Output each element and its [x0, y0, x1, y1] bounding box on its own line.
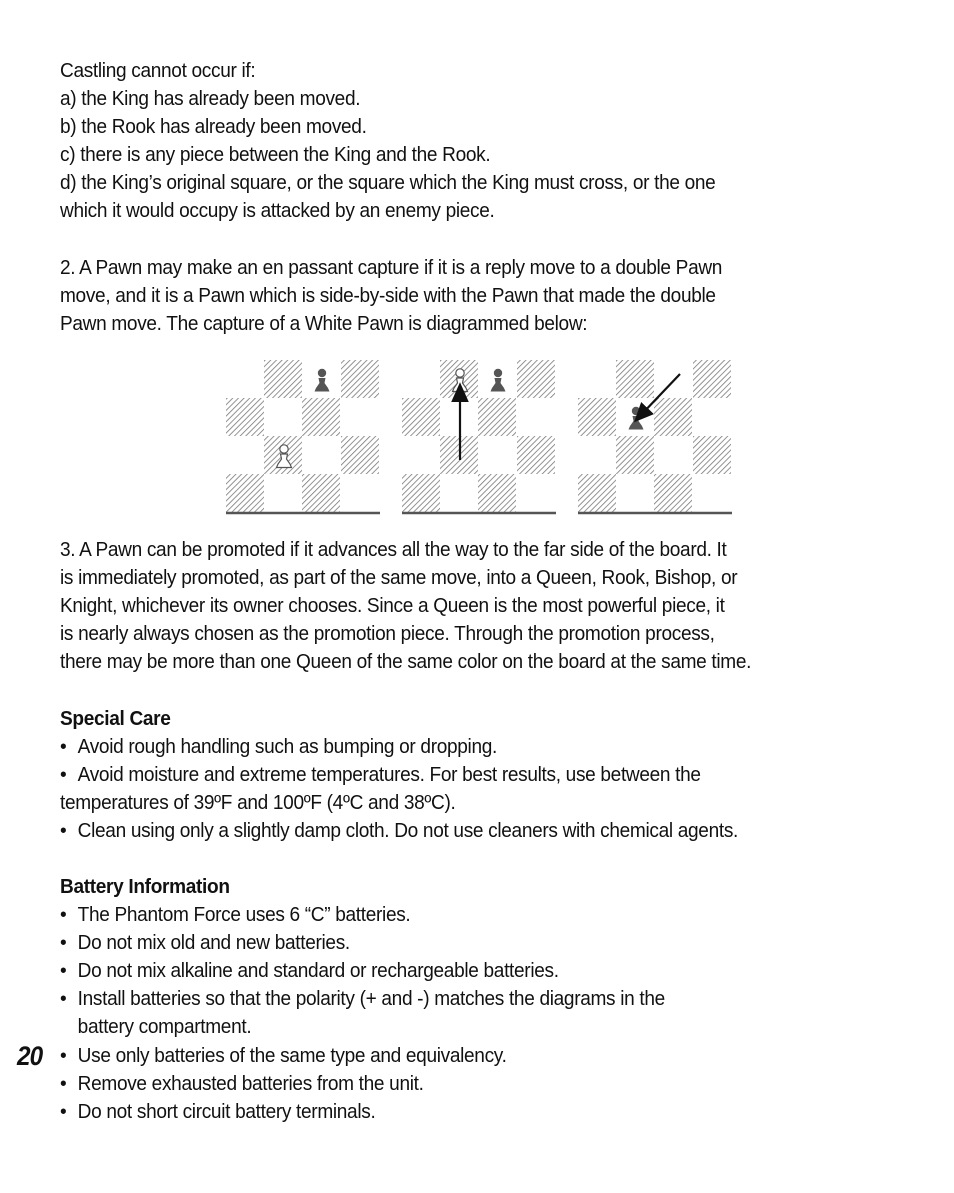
promotion-line1: 3. A Pawn can be promoted if it advances all the way to the far side of the board. It: [60, 538, 727, 561]
bullet: •: [60, 1099, 67, 1123]
dark-square: [341, 436, 379, 474]
list-item: • The Phantom Force uses 6 “C” batteries.: [60, 901, 851, 929]
list-item: • Clean using only a slightly damp cloth. Do not use cleaners with chemical agents.: [60, 817, 851, 845]
dark-square: [478, 474, 516, 512]
dark-square: [616, 360, 654, 398]
castling-rule-c: c) there is any piece between the King and the Rook.: [60, 143, 491, 167]
list-item: • Do not short circuit battery terminals.: [60, 1098, 851, 1126]
list-item: • Avoid moisture and extreme temperatures. For best results, use between the: [60, 761, 851, 789]
bullet: •: [60, 959, 67, 983]
en-passant-diagram-1: [226, 359, 380, 516]
list-item: • Do not mix old and new batteries.: [60, 929, 851, 957]
castling-rule-d-line1: d) the King’s original square, or the square which the King must cross, or the one: [60, 171, 716, 195]
en-passant-line3: Pawn move. The capture of a White Pawn is diagrammed below:: [60, 312, 588, 336]
promotion-line5: there may be more than one Queen of the same color on the board at the same time.: [60, 650, 752, 674]
castling-rule-b: b) the Rook has already been moved.: [60, 115, 367, 139]
list-item: • Use only batteries of the same type and equivalency.: [60, 1042, 851, 1070]
dark-square: [578, 398, 616, 436]
castling-rule-a: a) the King has already been moved.: [60, 87, 361, 111]
bullet: •: [60, 735, 67, 759]
dark-square: [402, 474, 440, 512]
list-item-continuation: battery compartment.: [77, 1015, 252, 1039]
pawn-icon: [491, 369, 506, 392]
dark-square: [578, 474, 616, 512]
en-passant-diagram-2: [402, 359, 556, 516]
page-number: 20: [17, 1041, 43, 1071]
pawn-icon: [315, 369, 330, 392]
special-care-section: [60, 705, 851, 845]
dark-square: [517, 360, 555, 398]
dark-square: [302, 474, 340, 512]
castling-rules: [60, 57, 851, 226]
battery-information-section: [60, 873, 851, 1126]
en-passant-line2: move, and it is a Pawn which is side-by-side with the Pawn that made the double: [60, 284, 716, 308]
castling-rule-d-line2: which it would occupy is attacked by an enemy piece.: [60, 199, 495, 223]
bullet: •: [60, 819, 67, 843]
bullet: •: [60, 1043, 67, 1067]
dark-square: [341, 360, 379, 398]
pawn-icon: [629, 407, 644, 430]
dark-square: [517, 436, 555, 474]
dark-square: [693, 360, 731, 398]
list-item: • Remove exhausted batteries from the unit.: [60, 1070, 851, 1098]
dark-square: [616, 436, 654, 474]
dark-square: [654, 474, 692, 512]
en-passant-paragraph: [60, 254, 851, 338]
bullet: •: [60, 1071, 67, 1095]
promotion-paragraph: [60, 536, 851, 676]
dark-square: [226, 474, 264, 512]
promotion-line4: is nearly always chosen as the promotion piece. Through the promotion process,: [60, 622, 715, 646]
en-passant-line1: 2. A Pawn may make an en passant capture if it is a reply move to a double Pawn: [60, 256, 723, 279]
dark-square: [302, 398, 340, 436]
list-item-continuation: temperatures of 39ºF and 100ºF (4ºC and 38ºC).: [60, 791, 456, 815]
list-item: • Do not mix alkaline and standard or rechargeable batteries.: [60, 957, 851, 985]
dark-square: [693, 436, 731, 474]
promotion-line3: Knight, whichever its owner chooses. Since a Queen is the most powerful piece, it: [60, 594, 725, 618]
special-care-heading: Special Care: [60, 707, 171, 730]
dark-square: [226, 398, 264, 436]
list-item: • Install batteries so that the polarity (+ and -) matches the diagrams in the: [60, 985, 851, 1013]
bullet: •: [60, 987, 67, 1011]
dark-square: [402, 398, 440, 436]
dark-square: [654, 398, 692, 436]
promotion-line2: is immediately promoted, as part of the same move, into a Queen, Rook, Bishop, or: [60, 566, 738, 590]
dark-square: [478, 398, 516, 436]
castling-intro: Castling cannot occur if:: [60, 59, 256, 82]
battery-information-heading: Battery Information: [60, 875, 230, 898]
bullet: •: [60, 903, 67, 927]
bullet: •: [60, 763, 67, 787]
list-item: • Avoid rough handling such as bumping or dropping.: [60, 733, 851, 761]
en-passant-diagram-3: [578, 359, 732, 516]
dark-square: [264, 360, 302, 398]
bullet: •: [60, 931, 67, 955]
